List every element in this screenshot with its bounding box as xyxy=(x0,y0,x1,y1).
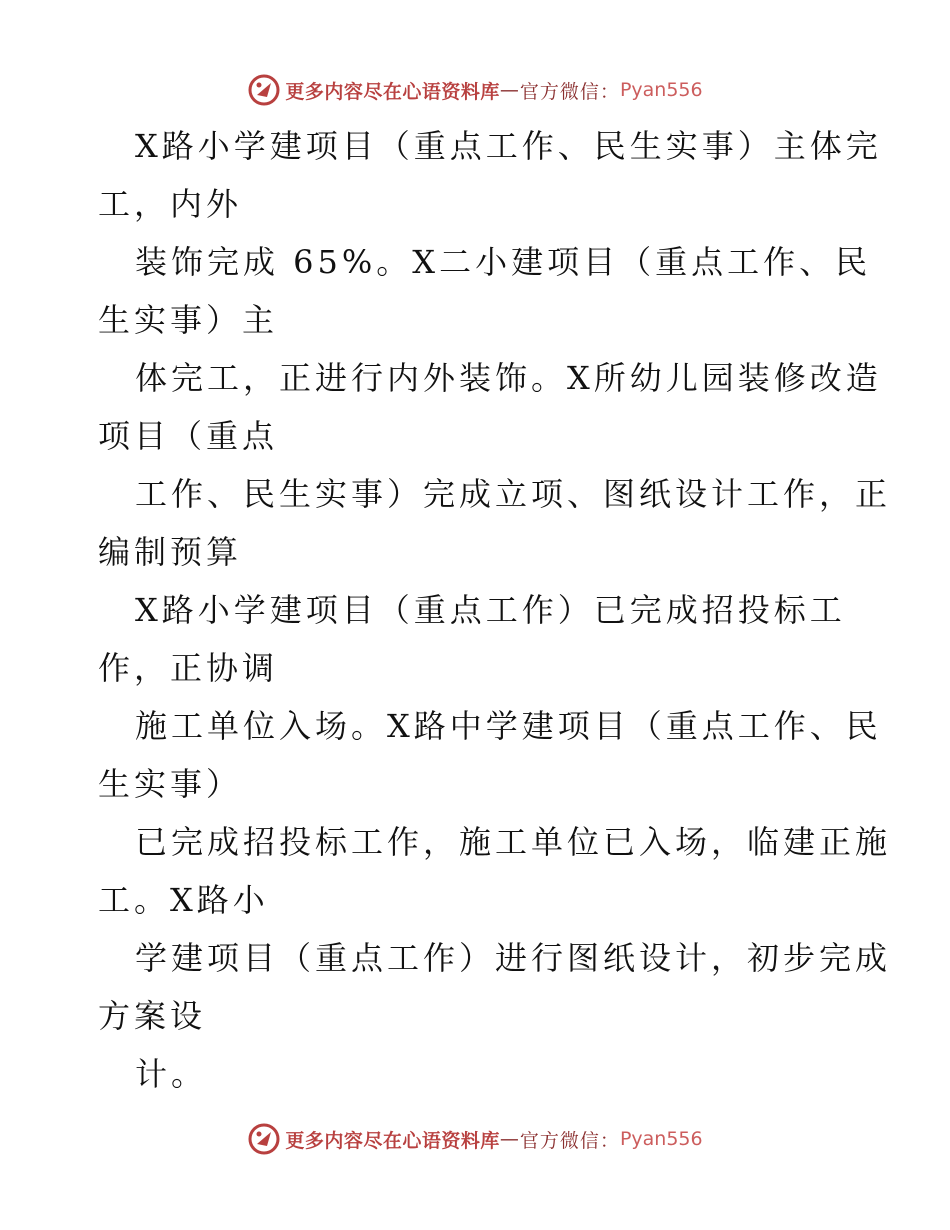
wechat-id: Pyan556 xyxy=(619,1128,703,1150)
brand-logo-icon xyxy=(247,73,281,107)
text-line: 项目（重点 xyxy=(98,417,279,455)
text-line: 工作、民生实事）完成立项、图纸设计工作，正 xyxy=(135,475,892,513)
banner-dash: — xyxy=(499,1128,520,1150)
text-line: X路小学建项目（重点工作）已完成招投标工 xyxy=(135,591,846,629)
wechat-id: Pyan556 xyxy=(619,79,703,101)
text-line: 计。 xyxy=(135,1055,208,1093)
text-line: 体完工，正进行内外装饰。X所幼儿园装修改造 xyxy=(135,359,882,397)
brand-text: 更多内容尽在心语资料库 xyxy=(285,80,500,103)
banner-dash: — xyxy=(499,79,520,101)
footer-banner xyxy=(0,1119,950,1159)
text-line: X路小学建项目（重点工作、民生实事）主体完 xyxy=(135,127,882,165)
text-line: 工。X路小 xyxy=(98,881,269,919)
text-line: 编制预算 xyxy=(98,533,243,571)
text-line: 装饰完成 65%。X二小建项目（重点工作、民 xyxy=(135,243,872,281)
text-line: 方案设 xyxy=(98,997,207,1035)
text-line: 生实事） xyxy=(98,765,243,803)
text-line: 作，正协调 xyxy=(98,649,279,687)
text-line: 工，内外 xyxy=(98,185,243,223)
text-line: 已完成招投标工作，施工单位已入场，临建正施 xyxy=(135,823,892,861)
text-line: 学建项目（重点工作）进行图纸设计，初步完成 xyxy=(135,939,892,977)
text-line: 施工单位入场。X路中学建项目（重点工作、民 xyxy=(135,707,882,745)
wechat-label: 官方微信： xyxy=(519,80,620,103)
brand-logo-icon xyxy=(247,1122,281,1156)
text-line: 生实事）主 xyxy=(98,301,279,339)
header-banner xyxy=(0,70,950,110)
wechat-label: 官方微信： xyxy=(519,1129,620,1152)
document-body xyxy=(98,117,892,1103)
brand-text: 更多内容尽在心语资料库 xyxy=(285,1129,500,1152)
